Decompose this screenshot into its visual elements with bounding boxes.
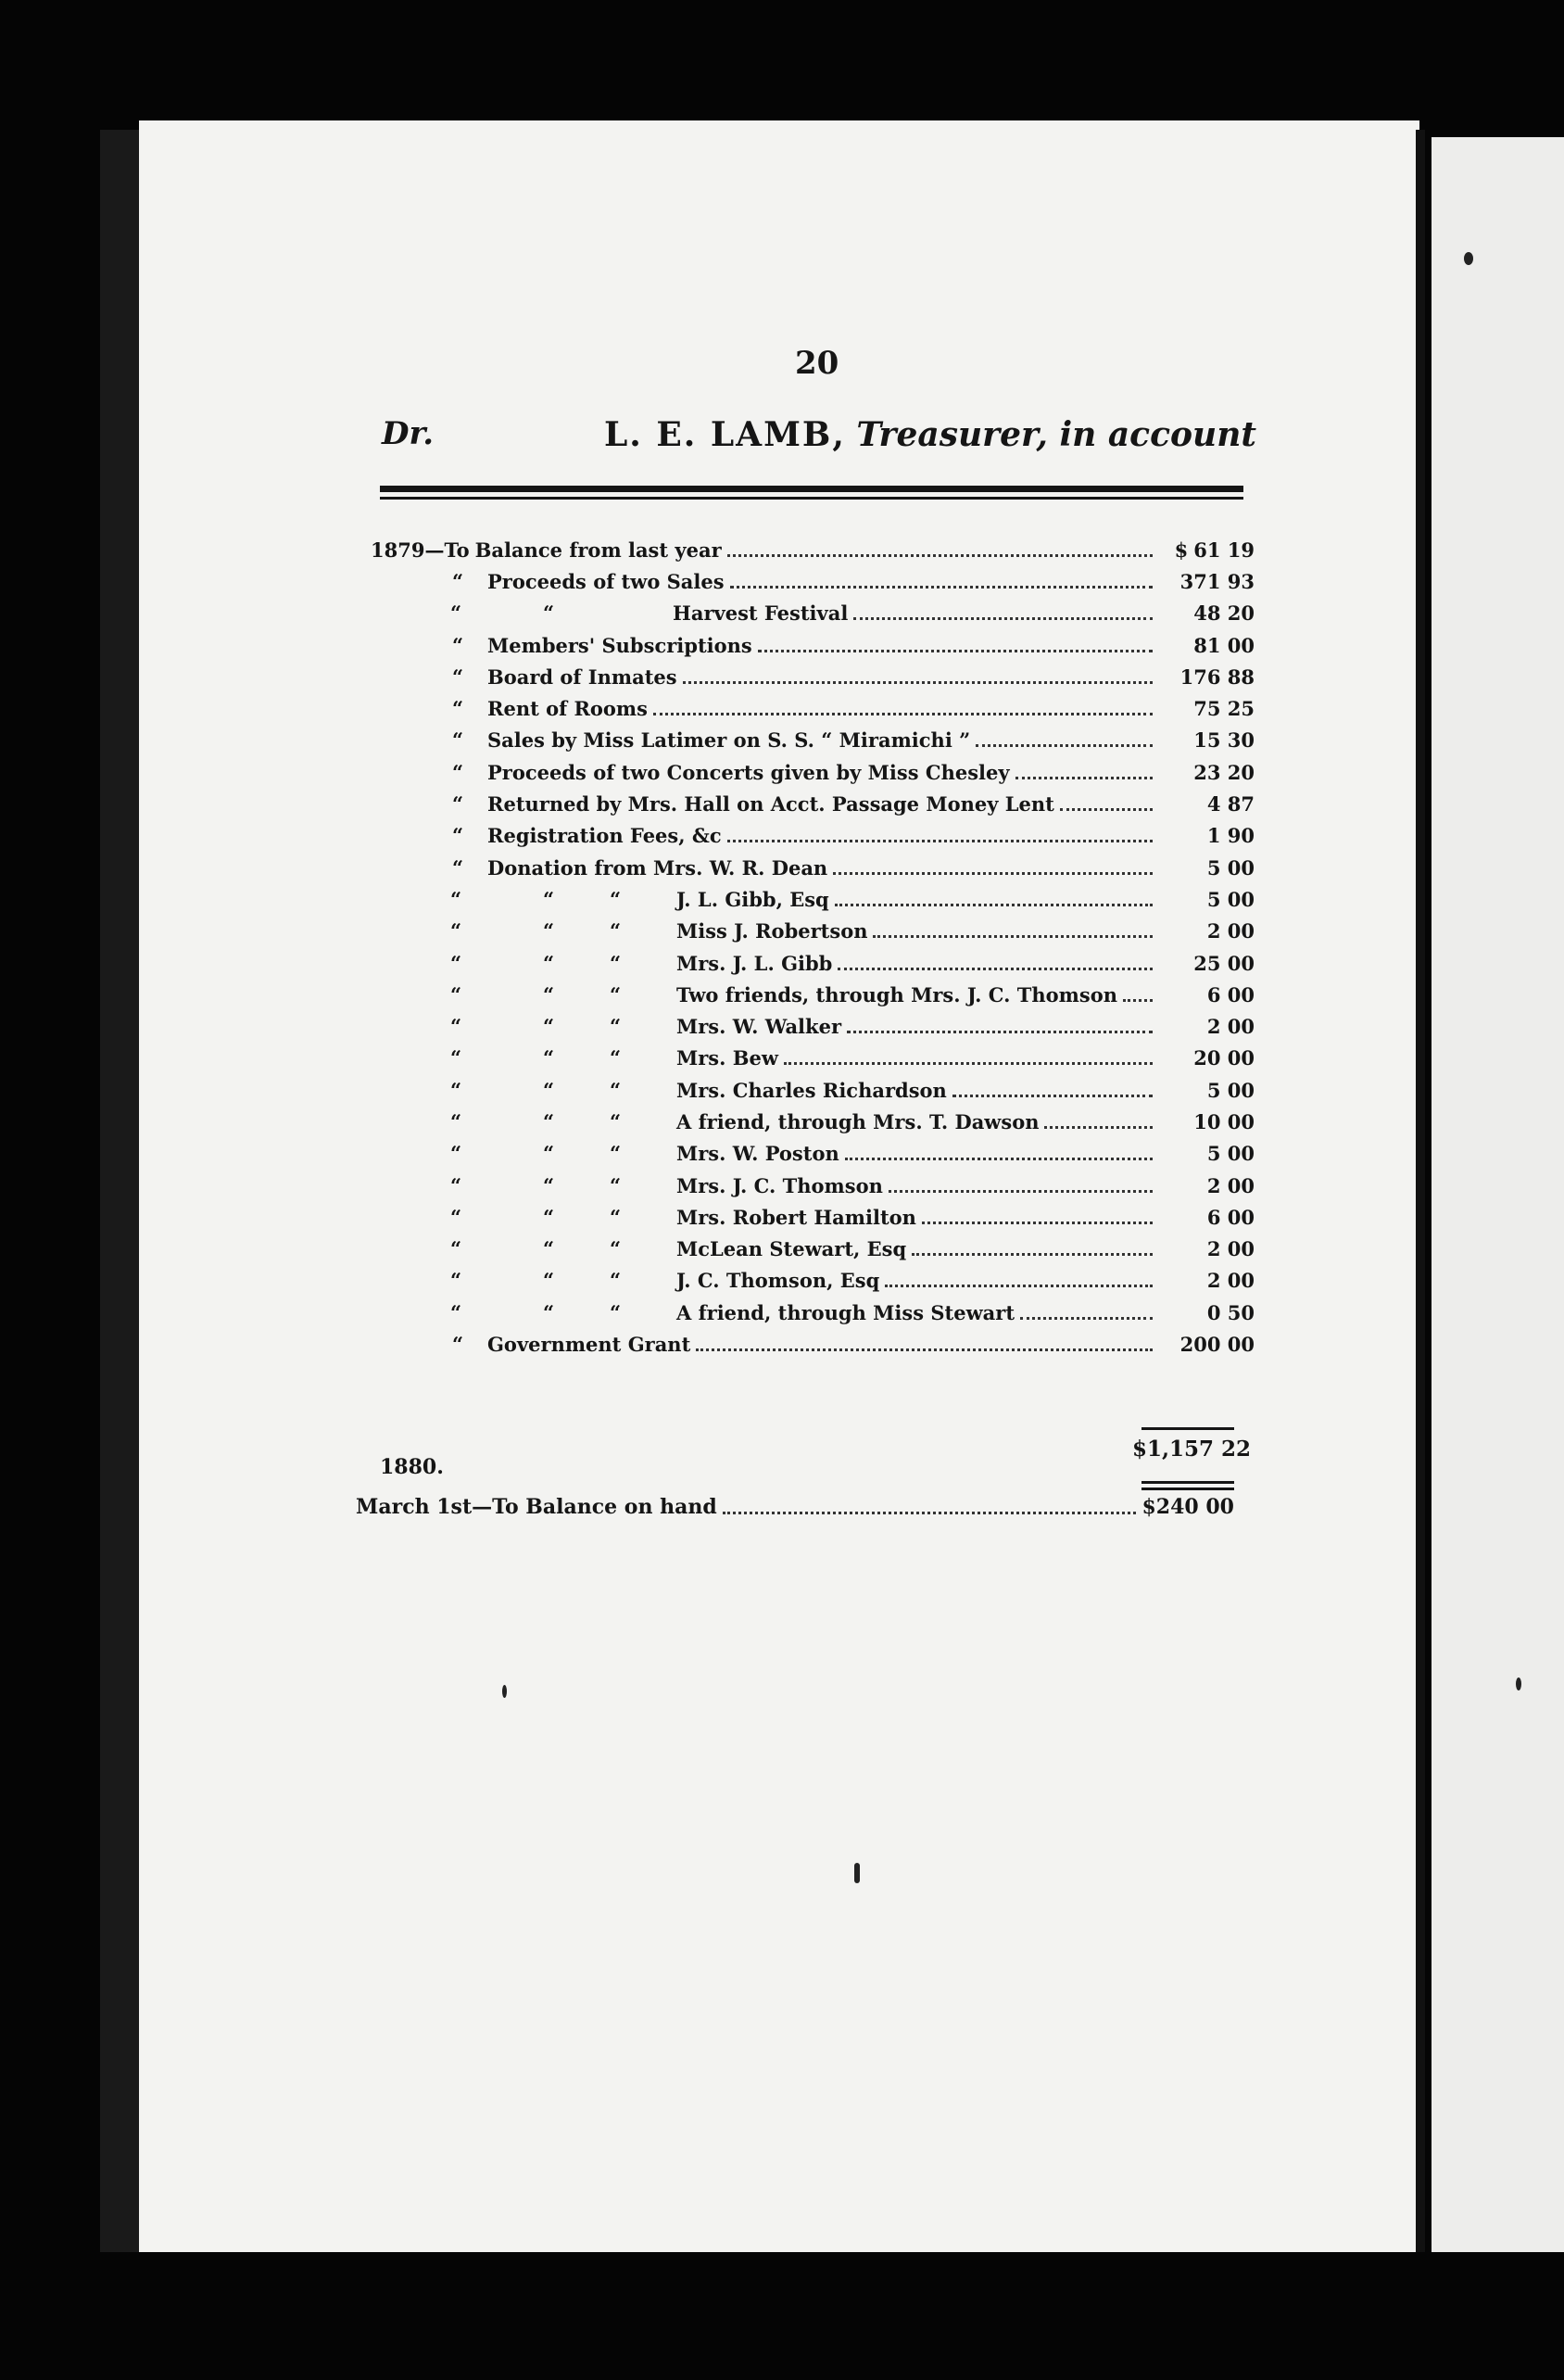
dot-leader (730, 586, 1153, 589)
entry-description: McLean Stewart, Esq (676, 1237, 907, 1261)
entry-prefix: “ (450, 1142, 462, 1166)
ditto-mark: “ (610, 1078, 622, 1102)
amount-value: 5 00 (1206, 1142, 1255, 1166)
ledger-row (371, 1138, 1255, 1170)
dot-leader (912, 1253, 1153, 1256)
dot-leader (1123, 999, 1153, 1002)
entry-amount (1158, 1046, 1255, 1070)
ditto-mark: “ (543, 1109, 555, 1133)
amount-value: 25 00 (1193, 951, 1255, 975)
entry-amount (1158, 1079, 1255, 1102)
dot-leader (1015, 777, 1153, 779)
dot-leader (653, 713, 1153, 715)
entry-prefix: “ (452, 728, 464, 753)
entry-prefix: “ (450, 1237, 462, 1261)
entry-amount (1158, 601, 1255, 625)
entry-description: Two friends, through Mrs. J. C. Thomson (676, 982, 1117, 1006)
closing-label: March 1st—To Balance on hand (356, 1495, 717, 1519)
ledger-row (371, 725, 1255, 756)
heading-rule-thick (380, 486, 1243, 492)
ledger-row (371, 1265, 1255, 1297)
entry-amount (1158, 1015, 1255, 1038)
dot-leader (1044, 1126, 1153, 1129)
ledger-row (371, 916, 1255, 947)
amount-value: 6 00 (1206, 982, 1255, 1006)
entry-description: J. C. Thomson, Esq (676, 1269, 880, 1293)
facing-page-edge (1432, 137, 1564, 2252)
dot-leader (885, 1285, 1153, 1287)
entry-description: Mrs. J. L. Gibb (676, 951, 833, 975)
ledger-row (371, 820, 1255, 852)
entry-description: Mrs. W. Walker (676, 1015, 842, 1039)
entry-amount (1158, 792, 1255, 816)
entry-prefix: 1879—To (371, 538, 470, 562)
ledger-row (371, 1106, 1255, 1137)
ditto-mark: “ (610, 1300, 622, 1324)
amount-value: 4 87 (1206, 792, 1255, 817)
entry-prefix: “ (450, 951, 462, 975)
dot-leader (838, 968, 1153, 970)
ditto-mark: “ (610, 982, 622, 1006)
ledger-row (371, 1234, 1255, 1265)
amount-value: 5 00 (1206, 887, 1255, 911)
entry-prefix: “ (450, 1205, 462, 1229)
closing-year: 1880. (380, 1455, 444, 1479)
dot-leader (873, 935, 1153, 938)
ledger-row (371, 883, 1255, 915)
amount-value: 176 88 (1179, 665, 1255, 689)
ledger-row (371, 629, 1255, 661)
amount-value: 81 00 (1193, 633, 1255, 657)
ledger-row (371, 661, 1255, 692)
dot-leader (1020, 1317, 1153, 1320)
ditto-mark: “ (543, 1015, 555, 1039)
dot-leader (922, 1222, 1153, 1224)
dot-leader (835, 904, 1153, 906)
amount-value: 200 00 (1179, 1333, 1255, 1357)
entry-amount (1158, 919, 1255, 943)
dot-leader (952, 1095, 1153, 1097)
entry-description: Proceeds of two Concerts given by Miss Chesley (487, 760, 1010, 784)
entry-amount (1158, 538, 1255, 562)
account-heading (604, 415, 1256, 454)
page-number: 20 (795, 345, 839, 382)
ledger-entries (371, 534, 1255, 1361)
dot-leader (845, 1158, 1153, 1160)
amount-value: 6 00 (1206, 1205, 1255, 1229)
entry-amount (1158, 856, 1255, 880)
entry-prefix: “ (450, 1300, 462, 1324)
entry-description: Donation from Mrs. W. R. Dean (487, 855, 828, 880)
ditto-mark: “ (543, 887, 555, 911)
ledger-row (371, 1170, 1255, 1201)
amount-value: 10 00 (1193, 1109, 1255, 1133)
ledger-row (371, 1010, 1255, 1042)
amount-value: 75 25 (1193, 697, 1255, 721)
entry-prefix: “ (452, 697, 464, 721)
ledger-row (371, 692, 1255, 724)
entry-prefix: “ (452, 1333, 464, 1357)
ledger-row (371, 1201, 1255, 1233)
ledger-row (371, 598, 1255, 629)
total-rule-bottom-1 (1141, 1481, 1234, 1484)
ditto-mark: “ (543, 1046, 555, 1070)
debit-label: Dr. (382, 415, 435, 452)
entry-amount (1158, 665, 1255, 689)
dot-leader (723, 1512, 1137, 1514)
amount-value: 1 90 (1206, 824, 1255, 848)
ditto-mark: “ (610, 1269, 622, 1293)
ledger-row (371, 565, 1255, 597)
ditto-mark: “ (610, 1173, 622, 1197)
book-spine (1416, 130, 1425, 2252)
amount-value: 23 20 (1193, 760, 1255, 784)
heading-rule-thin (380, 497, 1243, 500)
entry-amount (1158, 728, 1255, 752)
print-speck (1516, 1677, 1521, 1690)
entry-amount (1158, 761, 1255, 784)
dot-leader (889, 1190, 1153, 1193)
entry-prefix: “ (450, 887, 462, 911)
entry-description: Mrs. J. C. Thomson (676, 1173, 883, 1197)
amount-value: 2 00 (1206, 919, 1255, 943)
page-left-edge (100, 130, 145, 2252)
entry-amount (1158, 983, 1255, 1006)
ledger-row (371, 788, 1255, 819)
entry-description: Board of Inmates (487, 665, 677, 689)
dot-leader (683, 681, 1153, 684)
print-speck (502, 1685, 507, 1698)
ditto-mark: “ (610, 1109, 622, 1133)
entry-description: Mrs. Robert Hamilton (676, 1205, 916, 1229)
dot-leader (727, 840, 1153, 842)
entry-amount (1158, 1237, 1255, 1260)
total-amount: $1,157 22 (1132, 1437, 1252, 1462)
ditto-mark: “ (543, 1142, 555, 1166)
ledger-row (371, 1043, 1255, 1074)
entry-amount (1158, 697, 1255, 720)
print-speck (854, 1863, 860, 1883)
dot-leader (727, 554, 1153, 557)
entry-prefix: “ (452, 569, 464, 593)
entry-prefix: “ (452, 855, 464, 880)
amount-value: 2 00 (1206, 1015, 1255, 1039)
ditto-mark: “ (543, 982, 555, 1006)
amount-value: 371 93 (1179, 569, 1255, 593)
entry-amount (1158, 1110, 1255, 1133)
entry-amount (1158, 888, 1255, 911)
dot-leader (853, 617, 1153, 620)
entry-amount (1158, 1301, 1255, 1324)
entry-description: Government Grant (487, 1333, 691, 1357)
amount-value: 15 30 (1193, 728, 1255, 753)
entry-amount (1158, 634, 1255, 657)
entry-prefix: “ (452, 824, 464, 848)
total-rule-top (1141, 1427, 1234, 1430)
amount-value: 2 00 (1206, 1237, 1255, 1261)
dot-leader (1060, 808, 1153, 811)
ditto-mark: “ (610, 951, 622, 975)
ditto-mark: “ (543, 951, 555, 975)
entry-prefix: “ (452, 633, 464, 657)
amount-value: 2 00 (1206, 1269, 1255, 1293)
ledger-row (371, 947, 1255, 979)
amount-value: 20 00 (1193, 1046, 1255, 1070)
ditto-mark: “ (610, 1015, 622, 1039)
ledger-row (371, 1074, 1255, 1106)
dot-leader (758, 650, 1153, 652)
ditto-mark: “ (610, 1205, 622, 1229)
amount-value: 0 50 (1206, 1300, 1255, 1324)
ditto-mark: “ (610, 1046, 622, 1070)
entry-description: A friend, through Miss Stewart (676, 1300, 1015, 1324)
entry-prefix: “ (452, 792, 464, 817)
entry-prefix: “ (452, 665, 464, 689)
entry-prefix: “ (450, 982, 462, 1006)
treasurer-name: L. E. LAMB, (603, 415, 846, 454)
dot-leader (784, 1062, 1153, 1065)
closing-balance-row (356, 1490, 1234, 1524)
entry-prefix: “ (450, 1173, 462, 1197)
amount-value: 48 20 (1193, 601, 1255, 626)
dot-leader (833, 872, 1153, 875)
ditto-mark: “ (543, 1269, 555, 1293)
amount-value: 5 00 (1206, 855, 1255, 880)
ditto-mark: “ (610, 887, 622, 911)
ledger-row (371, 534, 1255, 565)
ledger-row (371, 979, 1255, 1010)
entry-description: Rent of Rooms (487, 697, 648, 721)
ledger-row (371, 756, 1255, 788)
entry-amount (1158, 1269, 1255, 1292)
entry-prefix: “ (450, 601, 462, 626)
dollar-sign: $ (1174, 538, 1189, 562)
entry-description: Mrs. W. Poston (676, 1142, 839, 1166)
ditto-mark: “ (543, 601, 555, 626)
entry-prefix: “ (450, 1109, 462, 1133)
ditto-mark: “ (610, 919, 622, 943)
ditto-mark: “ (610, 1237, 622, 1261)
ledger-row (371, 852, 1255, 883)
entry-description: Members' Subscriptions (487, 633, 752, 657)
closing-amount: $240 00 (1141, 1495, 1234, 1519)
entry-description: Miss J. Robertson (676, 919, 868, 943)
ditto-mark: “ (543, 1300, 555, 1324)
ledger-row (371, 1328, 1255, 1360)
entry-prefix: “ (450, 1015, 462, 1039)
entry-description: Returned by Mrs. Hall on Acct. Passage Money Lent (487, 792, 1054, 817)
treasurer-role: Treasurer, in account (856, 415, 1256, 454)
amount-value: 5 00 (1206, 1078, 1255, 1102)
entry-description: Balance from last year (474, 538, 722, 562)
entry-description: Mrs. Charles Richardson (676, 1078, 947, 1102)
ditto-mark: “ (543, 1237, 555, 1261)
dot-leader (696, 1348, 1153, 1351)
entry-prefix: “ (450, 1078, 462, 1102)
ditto-mark: “ (543, 1205, 555, 1229)
ditto-mark: “ (610, 1142, 622, 1166)
ditto-mark: “ (543, 1078, 555, 1102)
dot-leader (976, 744, 1153, 747)
entry-description: Mrs. Bew (676, 1046, 778, 1070)
entry-prefix: “ (450, 1046, 462, 1070)
entry-prefix: “ (452, 760, 464, 784)
print-speck (1464, 252, 1473, 265)
entry-prefix: “ (450, 919, 462, 943)
ledger-row (371, 1297, 1255, 1328)
entry-description: Harvest Festival (673, 601, 849, 626)
amount-value: 2 00 (1206, 1173, 1255, 1197)
entry-amount (1158, 1333, 1255, 1356)
ditto-mark: “ (543, 1173, 555, 1197)
entry-amount (1158, 1206, 1255, 1229)
dot-leader (847, 1031, 1153, 1033)
entry-description: J. L. Gibb, Esq (676, 887, 829, 911)
entry-amount (1158, 1142, 1255, 1165)
entry-description: Proceeds of two Sales (487, 569, 725, 593)
entry-amount (1158, 824, 1255, 847)
amount-value: 61 19 (1193, 538, 1255, 562)
entry-description: A friend, through Mrs. T. Dawson (676, 1109, 1040, 1133)
entry-amount (1158, 1174, 1255, 1197)
entry-description: Sales by Miss Latimer on S. S. “ Miramichi ” (487, 728, 971, 753)
entry-amount (1158, 952, 1255, 975)
ditto-mark: “ (543, 919, 555, 943)
entry-amount (1158, 570, 1255, 593)
entry-description: Registration Fees, &c (487, 824, 722, 848)
entry-prefix: “ (450, 1269, 462, 1293)
